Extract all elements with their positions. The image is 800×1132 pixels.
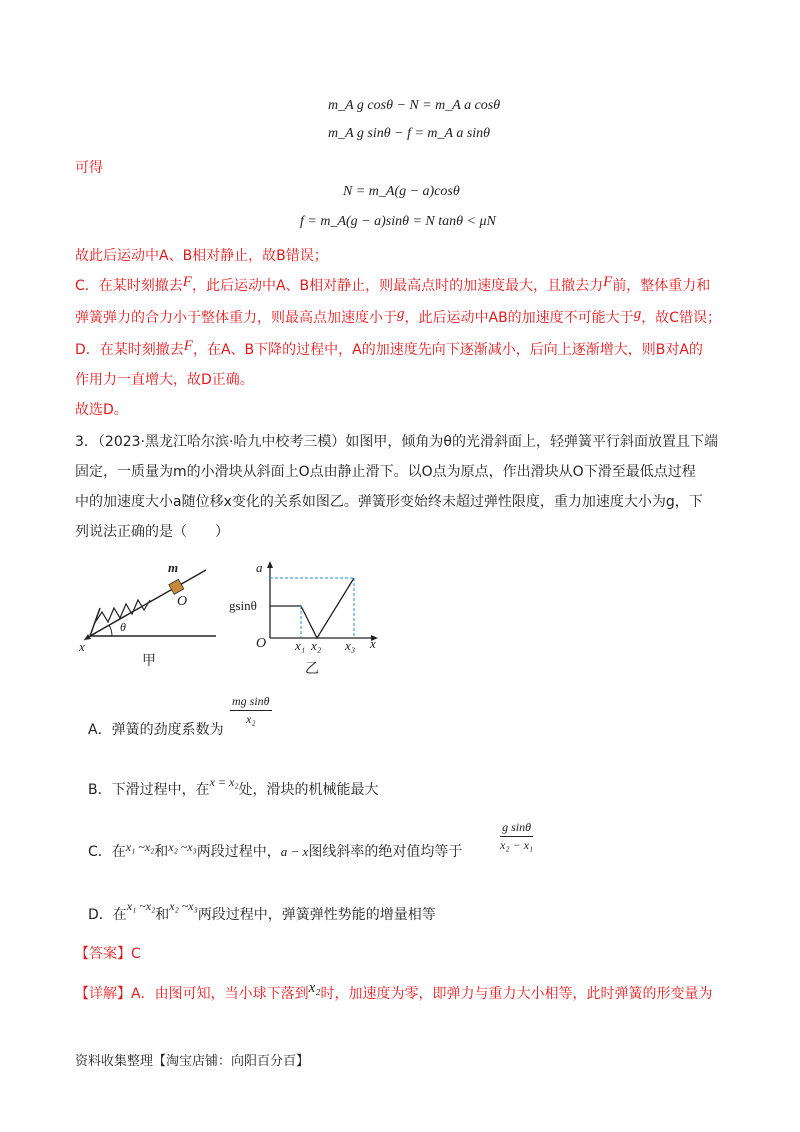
kede-text: 可得 — [75, 160, 103, 176]
option-b — [88, 775, 379, 800]
line-c1-part-c: 前，整体重力和 — [612, 278, 711, 294]
line-c2-part-a: 弹簧弹力的合力小于整体重力，则最高点加速度小于 — [75, 310, 397, 326]
label-x1: x₁ — [295, 638, 306, 653]
line-d1-part-b: ，在A、B下降的过程中，A的加速度先向下逐渐减小，后向上逐渐增大，则B对A的 — [192, 342, 703, 358]
option-c-den: x₂ − x₁ — [500, 838, 534, 852]
option-d — [88, 899, 436, 925]
symbol-g-2: g — [633, 306, 642, 322]
option-d-and: 和 — [155, 907, 170, 923]
label-o-jia: O — [177, 594, 188, 609]
option-a-den: x₂ — [246, 712, 256, 726]
footer-source: 资料收集整理【淘宝店铺：向阳百分百】 — [75, 1054, 310, 1069]
label-theta: θ — [120, 620, 126, 634]
q3-line-1: 3．（2023·黑龙江哈尔滨·哈九中校考三模）如图甲，倾角为θ的光滑斜面上，轻弹簧平行斜面放置且下端 — [75, 434, 718, 450]
line-c2-part-b: ，此后运动中AB的加速度不可能大于 — [404, 310, 634, 326]
detail-part-b: 时，加速度为零，即弹力与重力大小相等，此时弹簧的形变量为 — [320, 986, 713, 1002]
q3-line-4: 列说法正确的是（ ） — [75, 524, 229, 540]
answer-value: C — [131, 946, 141, 962]
label-m: m — [168, 560, 179, 575]
label-gsin: gsinθ — [229, 598, 257, 613]
q3-line-2: 固定，一质量为m的小滑块从斜面上O点由静止滑下。以O点为原点，作出滑块从O下滑至最低点过程 — [75, 464, 696, 480]
equation-4: f = m_A(g − a)sinθ = N tanθ < μN — [300, 214, 496, 229]
line-c-1 — [75, 276, 710, 296]
option-c-and: 和 — [154, 844, 169, 860]
option-d-part-a: D．在 — [88, 907, 127, 923]
line-d-1 — [75, 340, 703, 360]
line-c1-part-a: C．在某时刻撤去 — [75, 278, 183, 294]
detail-tag: 【详解】 — [75, 986, 131, 1002]
caption-yi: 乙 — [305, 661, 319, 677]
line-c1-part-b: ，此后运动中A、B相对静止，则最高点时的加速度最大，且撤去力 — [191, 278, 604, 294]
symbol-f-3: F — [183, 338, 193, 354]
q3-line-3: 中的加速度大小a随位移x变化的关系如图乙。弹簧形变始终未超过弹性限度，重力加速度大小为g，下 — [75, 494, 703, 510]
label-o-yi: O — [256, 636, 267, 651]
line-final-choice: 故选D。 — [75, 402, 128, 418]
option-c-part-b: 两段过程中， — [196, 844, 281, 860]
detail-part-a: A．由图可知，当小球下落到 — [131, 986, 309, 1002]
detail-line — [75, 980, 713, 1004]
option-b-part-a: B．下滑过程中，在 — [88, 782, 210, 798]
answer-tag: 【答案】 — [75, 946, 131, 962]
label-x2: x₂ — [311, 638, 322, 653]
option-c-num: g sinθ — [500, 820, 533, 837]
graph-y-arrow — [267, 561, 273, 568]
slider-block — [169, 579, 184, 594]
detail-x2: x₂ — [308, 980, 321, 996]
label-x3: x₃ — [345, 638, 356, 653]
option-c-part-c: 图线斜率的绝对值均等于 — [308, 844, 463, 860]
option-c-ax: a − x — [280, 844, 309, 859]
label-x-yi: x — [370, 636, 376, 651]
option-c — [88, 842, 462, 862]
equation-1: m_A g cosθ − N = m_A a cosθ — [328, 98, 501, 113]
symbol-g: g — [397, 306, 405, 322]
label-a-axis: a — [256, 560, 263, 575]
symbol-f: F — [182, 274, 192, 290]
option-d-range-2: x₂ ~x₃ — [169, 899, 198, 913]
option-a-num: mg sinθ — [230, 694, 272, 711]
option-b-eq: x = x₂ — [209, 775, 239, 789]
option-c-range-1: x₁ ~x₂ — [125, 840, 155, 854]
option-c-part-a: C．在 — [88, 844, 126, 860]
option-d-range-1: x₁ ~x₂ — [126, 899, 156, 913]
option-c-range-2: x₂ ~x₃ — [168, 840, 197, 854]
label-x-jia: x — [79, 639, 85, 654]
option-a-text: A．弹簧的劲度系数为 — [88, 722, 224, 738]
symbol-f-2: F — [603, 274, 613, 290]
option-c-fraction — [500, 820, 533, 853]
option-b-part-b: 处，滑块的机械能最大 — [238, 782, 379, 798]
equation-3: N = m_A(g − a)cosθ — [343, 184, 460, 199]
caption-jia: 甲 — [142, 653, 156, 669]
line-c-2 — [75, 308, 721, 328]
line-c2-part-c: ，故C错误； — [641, 310, 721, 326]
line-d1-part-a: D．在某时刻撤去 — [75, 342, 184, 358]
option-d-part-b: 两段过程中，弹簧弹性势能的增量相等 — [197, 907, 436, 923]
answer-line — [75, 944, 141, 964]
graph-curve — [270, 578, 354, 638]
equation-2: m_A g sinθ − f = m_A a sinθ — [328, 126, 491, 141]
option-a-fraction — [230, 694, 272, 727]
angle-arc — [109, 625, 112, 636]
line-d-2: 作用力一直增大，故D正确。 — [75, 372, 254, 388]
line-b-conclusion: 故此后运动中A、B相对静止，故B错误； — [75, 248, 328, 264]
